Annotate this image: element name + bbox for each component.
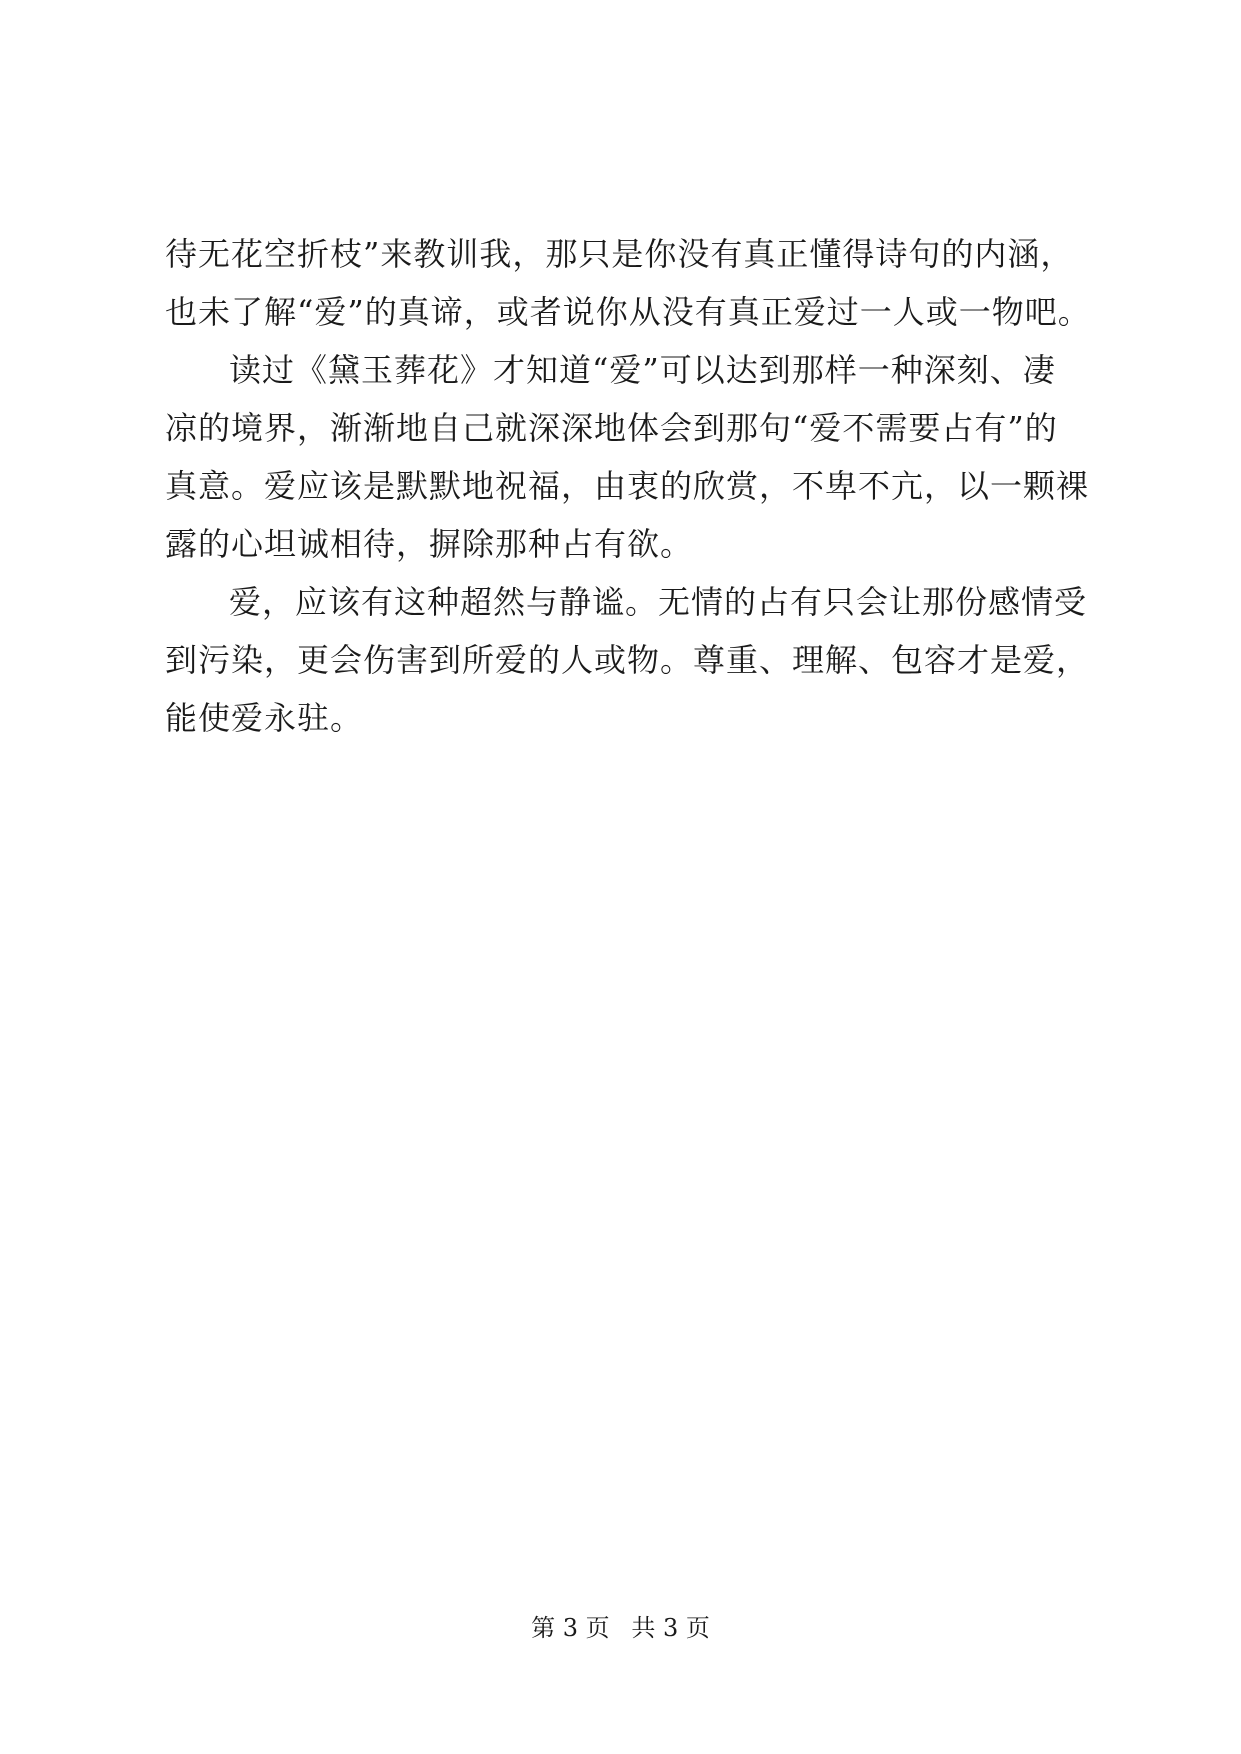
document-body — [165, 225, 1091, 747]
text-line: 真意。爱应该是默默地祝福，由衷的欣赏，不卑不亢，以一颗裸 — [165, 467, 1090, 505]
text-line: 爱，应该有这种超然与静谧。无情的占有只会让那份感情受 — [229, 583, 1088, 621]
page-number: 第 3 页 — [531, 1614, 610, 1642]
text-line: 读过《黛玉葬花》才知道“爱”可以达到那样一种深刻、凄 — [229, 351, 1056, 389]
text-line: 待无花空折枝”来教训我，那只是你没有真正懂得诗句的内涵， — [165, 235, 1074, 273]
text-line: 能使爱永驻。 — [165, 699, 364, 737]
text-line: 凉的境界，渐渐地自己就深深地体会到那句“爱不需要占有”的 — [165, 409, 1058, 447]
text-line: 露的心坦诚相待，摒除那种占有欲。 — [165, 525, 694, 563]
text-line: 也未了解“爱”的真谛，或者说你从没有真正爱过一人或一物吧。 — [165, 293, 1091, 331]
paragraph-2 — [165, 341, 1090, 573]
paragraph-3 — [165, 573, 1090, 747]
page-footer — [0, 1612, 1241, 1644]
page-total: 共 3 页 — [631, 1614, 710, 1642]
paragraph-1 — [165, 225, 1091, 341]
text-line: 到污染，更会伤害到所爱的人或物。尊重、理解、包容才是爱， — [165, 641, 1090, 679]
